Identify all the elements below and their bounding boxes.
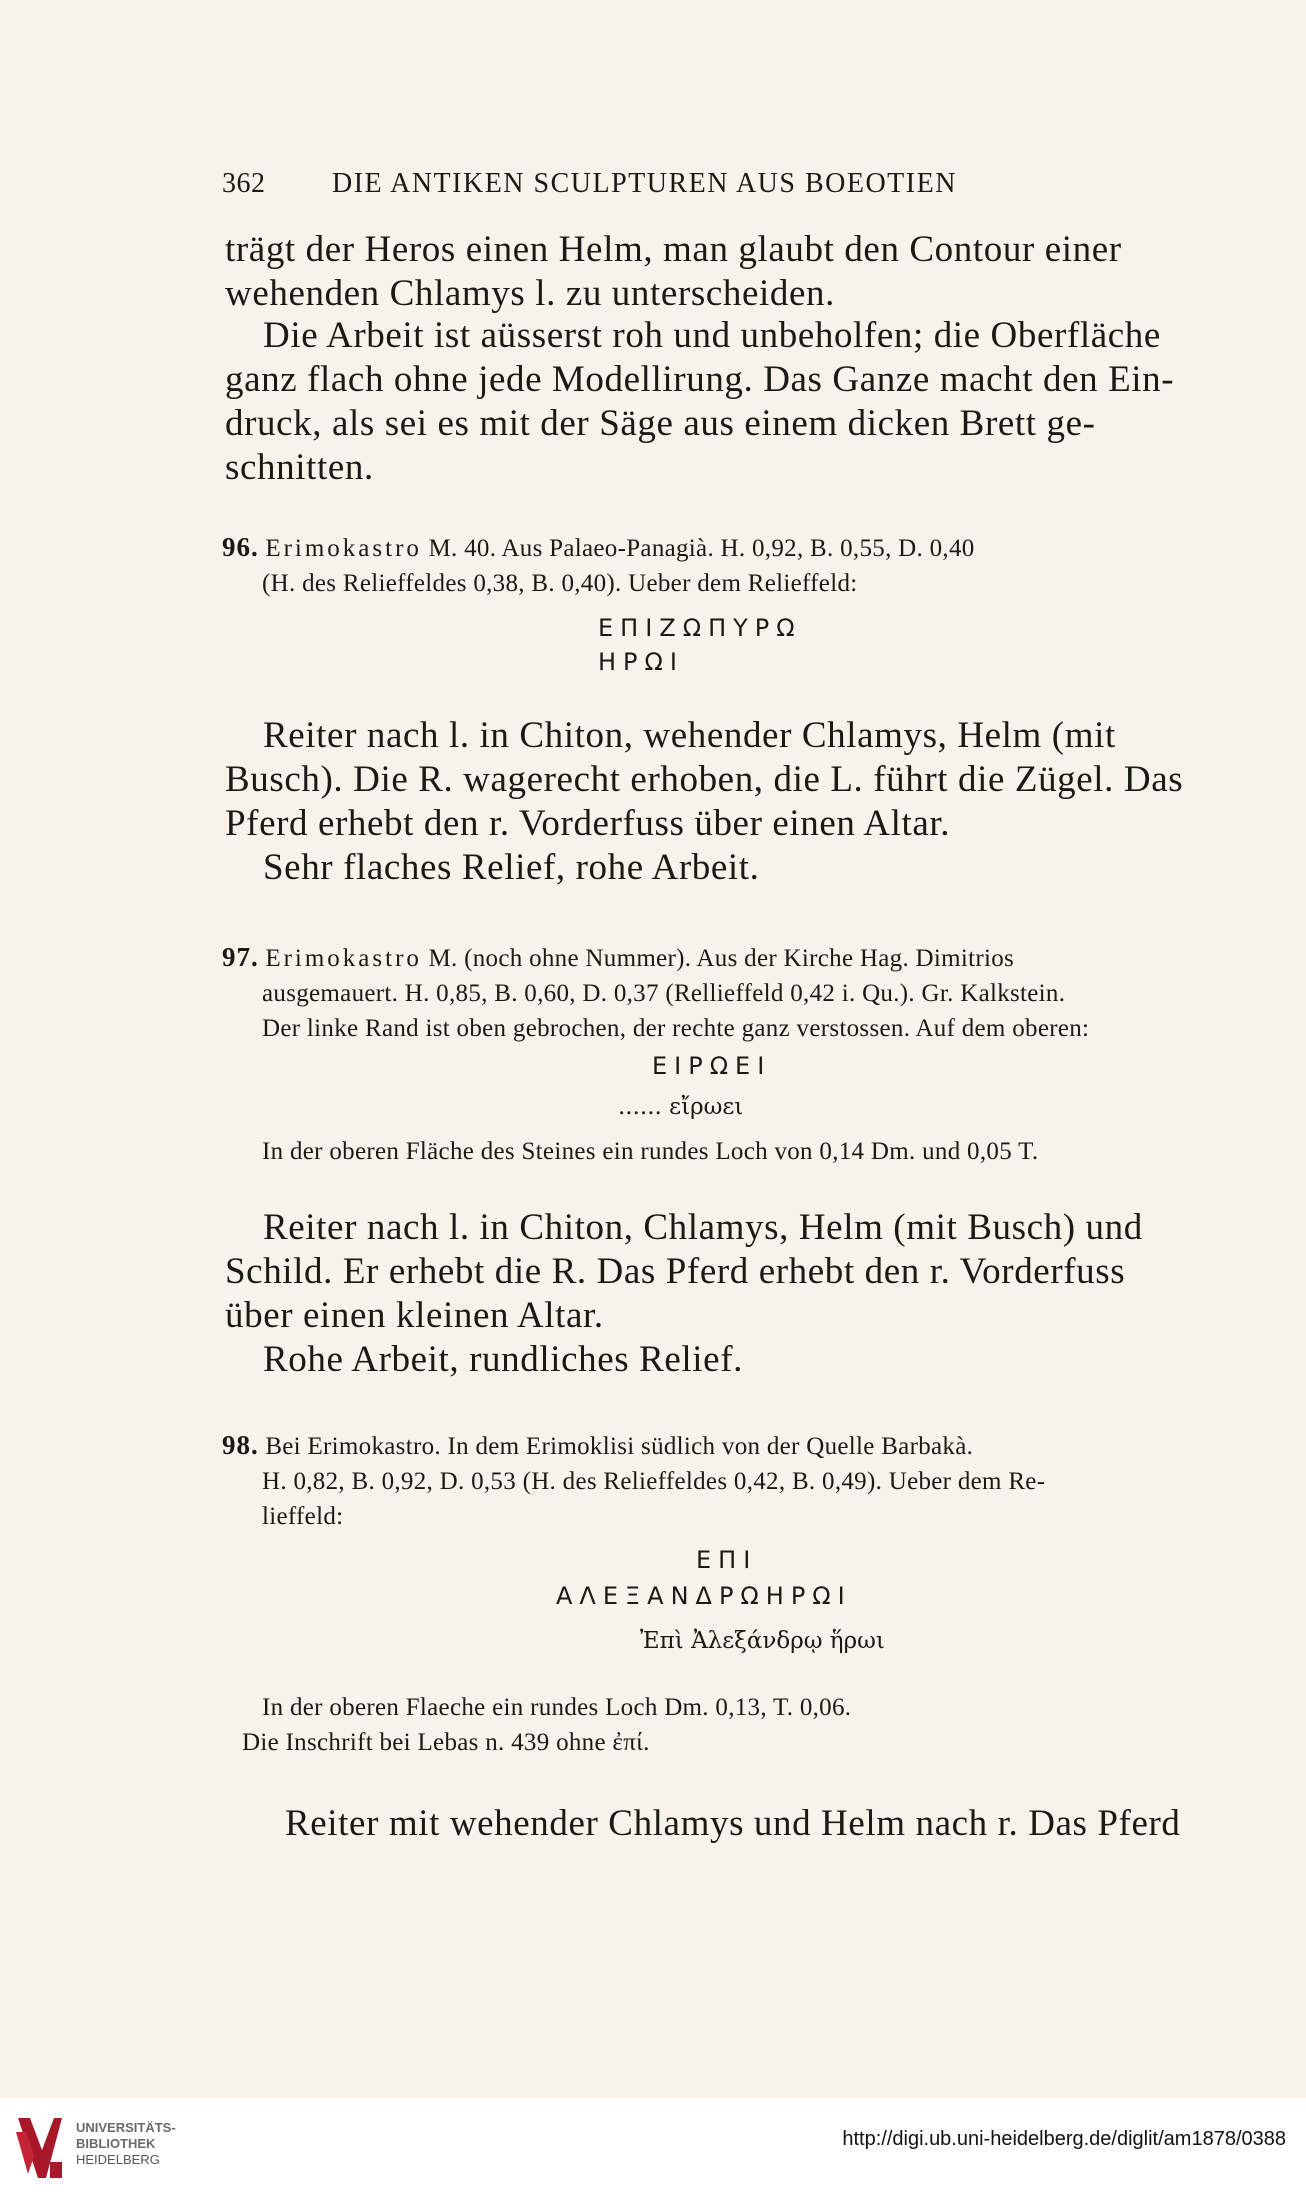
heidelberg-library-logo-icon (12, 2112, 68, 2184)
text-line: Die Arbeit ist aüsserst roh und unbeholfen; die Oberfläche (263, 315, 1161, 356)
running-head (222, 168, 1222, 200)
catalogue-entry-98 (222, 1428, 1232, 1534)
paragraph-relief-96 (225, 714, 1225, 890)
paragraph-continuation (225, 228, 1225, 316)
catalogue-entry-97 (222, 940, 1232, 1046)
page-number: 362 (222, 168, 266, 199)
library-name: UNIVERSITÄTS- BIBLIOTHEK HEIDELBERG (76, 2120, 176, 2167)
permalink-url[interactable]: http://digi.ub.uni-heidelberg.de/diglit/am1878/0388 (842, 2128, 1286, 2150)
entry-text: Die Inschrift bei Lebas n. 439 ohne ἐπί. (242, 1729, 650, 1756)
text-line: Reiter nach l. in Chiton, wehender Chlamys, Helm (mit (263, 715, 1116, 756)
entry-number: 97. (222, 942, 259, 972)
inscription-line: ΕΠΙΖΩΠΥΡΩ (598, 614, 802, 642)
inscription-line: ΕΠΙ (696, 1546, 758, 1574)
text-line: Pferd erhebt den r. Vorderfuss über einen Altar. (225, 803, 951, 844)
text-line: druck, als sei es mit der Säge aus einem dicken Brett ge- (225, 403, 1096, 444)
inscription-line: ΑΛΕΞΑΝΔΡΩΗΡΩΙ (556, 1582, 852, 1610)
inscription-transcription: ...... εἴρωει (618, 1094, 744, 1120)
text-line: Reiter mit wehender Chlamys und Helm nach r. Das Pferd (285, 1803, 1181, 1844)
text-line: schnitten. (225, 447, 374, 488)
entry-text: Bei Erimokastro. In dem Erimoklisi südlich von der Quelle Barbakà. (265, 1433, 974, 1460)
entry-text: In der oberen Flaeche ein rundes Loch Dm. 0,13, T. 0,06. (262, 1694, 852, 1721)
entry-text: (H. des Relieffeldes 0,38, B. 0,40). Ueber dem Relieffeld: (262, 570, 858, 597)
entry-97-note (222, 1134, 1232, 1169)
paragraph-relief-97 (225, 1206, 1225, 1382)
entry-text: M. (noch ohne Nummer). Aus der Kirche Hag. Dimitrios (428, 945, 1015, 972)
entry-place: Erimokastro (265, 535, 422, 562)
paragraph-work-description (225, 314, 1225, 490)
catalogue-entry-96 (222, 530, 1232, 601)
text-line: über einen kleinen Altar. (225, 1295, 604, 1336)
text-line: Schild. Er erhebt die R. Das Pferd erhebt den r. Vorderfuss (225, 1251, 1126, 1292)
text-line: Rohe Arbeit, rundliches Relief. (263, 1339, 743, 1380)
inscription-line: ΕΙΡΩΕΙ (652, 1052, 772, 1080)
inscription-transcription: Ἐπὶ Ἀλεξάνδρῳ ἥρωι (640, 1628, 885, 1654)
paragraph-relief-98 (225, 1802, 1225, 1846)
entry-98-note (222, 1690, 1232, 1760)
entry-text: lieffeld: (262, 1503, 344, 1530)
entry-place: Erimokastro (265, 945, 422, 972)
digitization-footer (0, 2098, 1306, 2198)
text-line: wehenden Chlamys l. zu unterscheiden. (225, 273, 835, 314)
entry-number: 98. (222, 1430, 259, 1460)
entry-text: ausgemauert. H. 0,85, B. 0,60, D. 0,37 (Rellieffeld 0,42 i. Qu.). Gr. Kalkstein. (262, 980, 1066, 1007)
text-line: Reiter nach l. in Chiton, Chlamys, Helm (mit Busch) und (263, 1207, 1143, 1248)
entry-text: H. 0,82, B. 0,92, D. 0,53 (H. des Relieffeldes 0,42, B. 0,49). Ueber dem Re- (262, 1468, 1046, 1495)
entry-text: Der linke Rand ist oben gebrochen, der rechte ganz verstossen. Auf dem oberen: (262, 1015, 1090, 1042)
text-line: ganz flach ohne jede Modellirung. Das Ganze macht den Ein- (225, 359, 1175, 400)
entry-number: 96. (222, 532, 259, 562)
running-title: DIE ANTIKEN SCULPTUREN AUS BOEOTIEN (332, 168, 957, 199)
entry-text: M. 40. Aus Palaeo-Panagià. H. 0,92, B. 0,55, D. 0,40 (428, 535, 975, 562)
entry-text: In der oberen Fläche des Steines ein rundes Loch von 0,14 Dm. und 0,05 T. (262, 1138, 1039, 1165)
inscription-line: ΗΡΩΙ (598, 648, 684, 676)
text-line: Busch). Die R. wagerecht erhoben, die L. führt die Zügel. Das (225, 759, 1184, 800)
text-line: Sehr flaches Relief, rohe Arbeit. (263, 847, 760, 888)
text-line: trägt der Heros einen Helm, man glaubt den Contour einer (225, 229, 1122, 270)
